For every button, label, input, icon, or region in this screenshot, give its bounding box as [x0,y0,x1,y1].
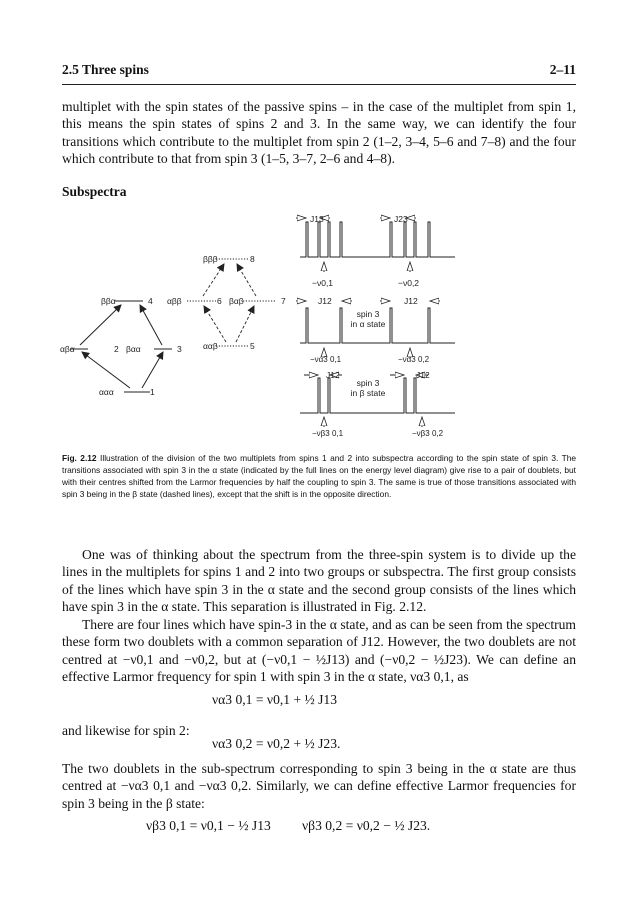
subsection-title: Subspectra [62,184,127,199]
level-6-number: 6 [217,296,222,306]
alpha-nu1-label: −να3 0,1 [310,355,342,364]
level-8-number: 8 [250,254,255,264]
alpha-label-line2: in α state [350,319,386,329]
beta-label-line1: spin 3 [356,378,380,388]
level-6-state: αββ [167,296,182,306]
level-3-number: 3 [177,344,182,354]
body-paragraph-1: One was of thinking about the spectrum from the three-spin system is to divide up the lines in the multiplets for spins 1 and 2 into two groups or subspectra. The first group consists of the lines which have spin 3 in the α state and the second group consists of the lines which have spin 3 in the α state. This separation is illustrated in Fig. 2.12. [62,547,576,615]
top-nu1-label: −ν0,1 [312,278,334,288]
level-5-state: ααβ [203,341,218,351]
running-header [62,62,576,82]
level-7-state: βαβ [229,296,244,306]
level-7-number: 7 [281,296,286,306]
level-1-number: 1 [150,387,155,397]
beta-j12-left: J12 [326,370,340,380]
intro-paragraph: multiplet with the spin states of the passive spins – in the case of the multiplet from spin 1, this means the spin states of spins 2 and 3. In the same way, we can identify the four transitions which contribute to the multiplet from spin 2 (1–2, 3–4, 5–6 and 7–8) and the four which contribute to that from spin 3 (1–5, 3–7, 2–6 and 4–8). [62,99,576,167]
figure-caption [62,452,576,500]
spectrum-full [296,218,455,272]
body-paragraph-2: There are four lines which have spin-3 in the α state, and as can be seen from the spectrum these form two doublets with a common separation of J12. However, the two doublets are not centred at −ν0,1 and −ν0,2, but at (−ν0,1 − ½J13) and (−ν0,2 − ½J23). We can define an effective Larmor frequency for spin 1 with spin 3 in the α state, να3 0,1, as [62,617,576,685]
page-number: 2–11 [549,62,576,77]
figure-2-12 [0,200,638,448]
level-3-state: βαα [126,344,141,354]
equation-1: να3 0,1 = ν0,1 + ½ J13 [212,692,337,707]
level-2-state: αβα [60,344,75,354]
level-4-number: 4 [148,296,153,306]
alpha-nu2-label: −να3 0,2 [398,355,430,364]
alpha-j12-right: J12 [404,296,418,306]
beta-nu1-label: −νβ3 0,1 [312,429,344,438]
section-heading: 2.5 Three spins [62,62,149,77]
alpha-label-line1: spin 3 [356,309,380,319]
level-2-number: 2 [114,344,119,354]
beta-nu2-label: −νβ3 0,2 [412,429,444,438]
alpha-j12-left: J12 [318,296,332,306]
equation-2: να3 0,2 = ν0,2 + ½ J23. [212,736,341,751]
beta-j12-right: J12 [416,370,430,380]
equation-3b: νβ3 0,2 = ν0,2 − ½ J23. [302,818,431,833]
beta-label-line2: in β state [350,388,386,398]
level-8-state: βββ [203,254,218,264]
top-j23-label: J23 [394,214,408,224]
caption-label: Fig. 2.12 [62,453,97,463]
header-rule [62,84,576,85]
top-j13-label: J13 [310,214,324,224]
level-1-state: ααα [99,387,114,397]
top-nu2-label: −ν0,2 [398,278,420,288]
body-paragraph-3: and likewise for spin 2: [62,723,190,738]
energy-diagram-alpha [70,301,172,392]
level-5-number: 5 [250,341,255,351]
caption-text: Illustration of the division of the two multiplets from spins 1 and 2 into subspectra according to the spin state of spin 3. The transitions associated with spin 3 in the α state (indicated by the full lines on the energy level diagram) give rise to a pair of doublets, but with their centres shifted from the Larmor frequencies by half the coupling to spin 3. The same is true of those transitions associated with spin 3 being in the β state (dashed lines), except that the shift is in the opposite direction. [62,453,577,499]
level-4-state: ββα [101,296,116,306]
body-paragraph-4: The two doublets in the sub-spectrum corresponding to spin 3 being in the α state are thus centred at −να3 0,1 and −να3 0,2. Similarly, we can define effective Larmor frequencies for spin 3 being in the β state: [62,761,576,811]
equation-3a: νβ3 0,1 = ν0,1 − ½ J13 [146,818,271,833]
